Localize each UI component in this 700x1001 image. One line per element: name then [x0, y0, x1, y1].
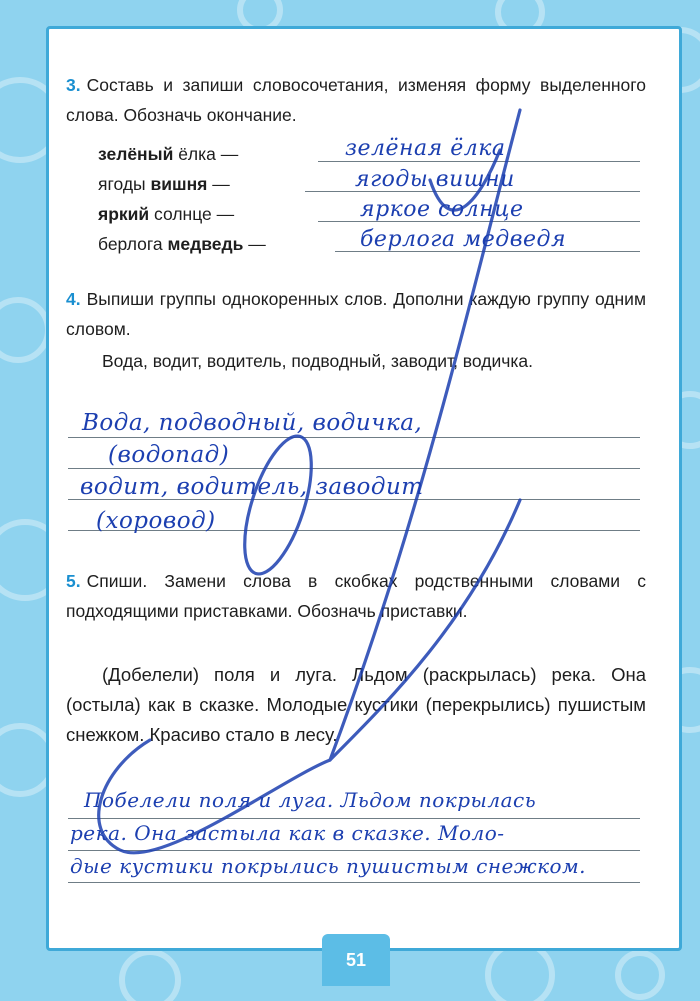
answer-line [68, 882, 640, 883]
handwritten-answer: дые кустики покрылись пушистым снежком. [70, 854, 587, 878]
answer-line [68, 468, 640, 469]
task-3-row: ягоды вишня — [98, 174, 230, 194]
task-3-row: берлога медведь — [98, 234, 266, 254]
handwritten-answer: Побелели поля и луга. Льдом покрылась [84, 788, 537, 812]
handwritten-answer: зелёная ёлка [345, 136, 506, 161]
handwritten-answer: яркое солнце [360, 197, 524, 222]
task-4-instruction: 4. Выпиши группы однокоренных слов. Дополни каждую группу одним словом. [66, 289, 646, 339]
task-3-number: 3. [66, 75, 81, 95]
task-3-instruction: 3. Составь и запиши словосочетания, изменяя форму выделенного слова. Обозначь окончание. [66, 75, 646, 125]
answer-line [68, 850, 640, 851]
handwritten-answer: (хоровод) [96, 508, 216, 534]
page-number: 51 [322, 934, 390, 986]
task-3-row: зелёный ёлка — [98, 144, 239, 164]
task-4-number: 4. [66, 289, 81, 309]
task-3-row: яркий солнце — [98, 204, 235, 224]
handwritten-answer: река. Она застыла как в сказке. Моло- [70, 821, 505, 845]
answer-line [68, 437, 640, 438]
task-5-instruction: 5. Спиши. Замени слова в скобках родственными словами с подходящими приставками. Обозначь приставки. [66, 571, 646, 621]
task-4-word-list: Вода, водит, водитель, подводный, заводит, водичка. [102, 351, 533, 371]
answer-line [68, 818, 640, 819]
answer-line [318, 161, 640, 162]
handwritten-answer: Вода, подводный, водичка, [82, 410, 423, 436]
handwritten-answer: (водопад) [108, 442, 230, 468]
handwritten-answer: водит, водитель, заводит [80, 474, 424, 500]
handwritten-answer: берлога медведя [360, 227, 567, 252]
task-5-source-text: (Добелели) поля и луга. Льдом (раскрылась) река. Она (остыла) как в сказке. Молодые кустики (перекрылись) пушистым снежком. Красиво стало в лесу. [66, 664, 646, 745]
task-5-number: 5. [66, 571, 81, 591]
handwritten-answer: ягоды вишни [355, 167, 515, 192]
